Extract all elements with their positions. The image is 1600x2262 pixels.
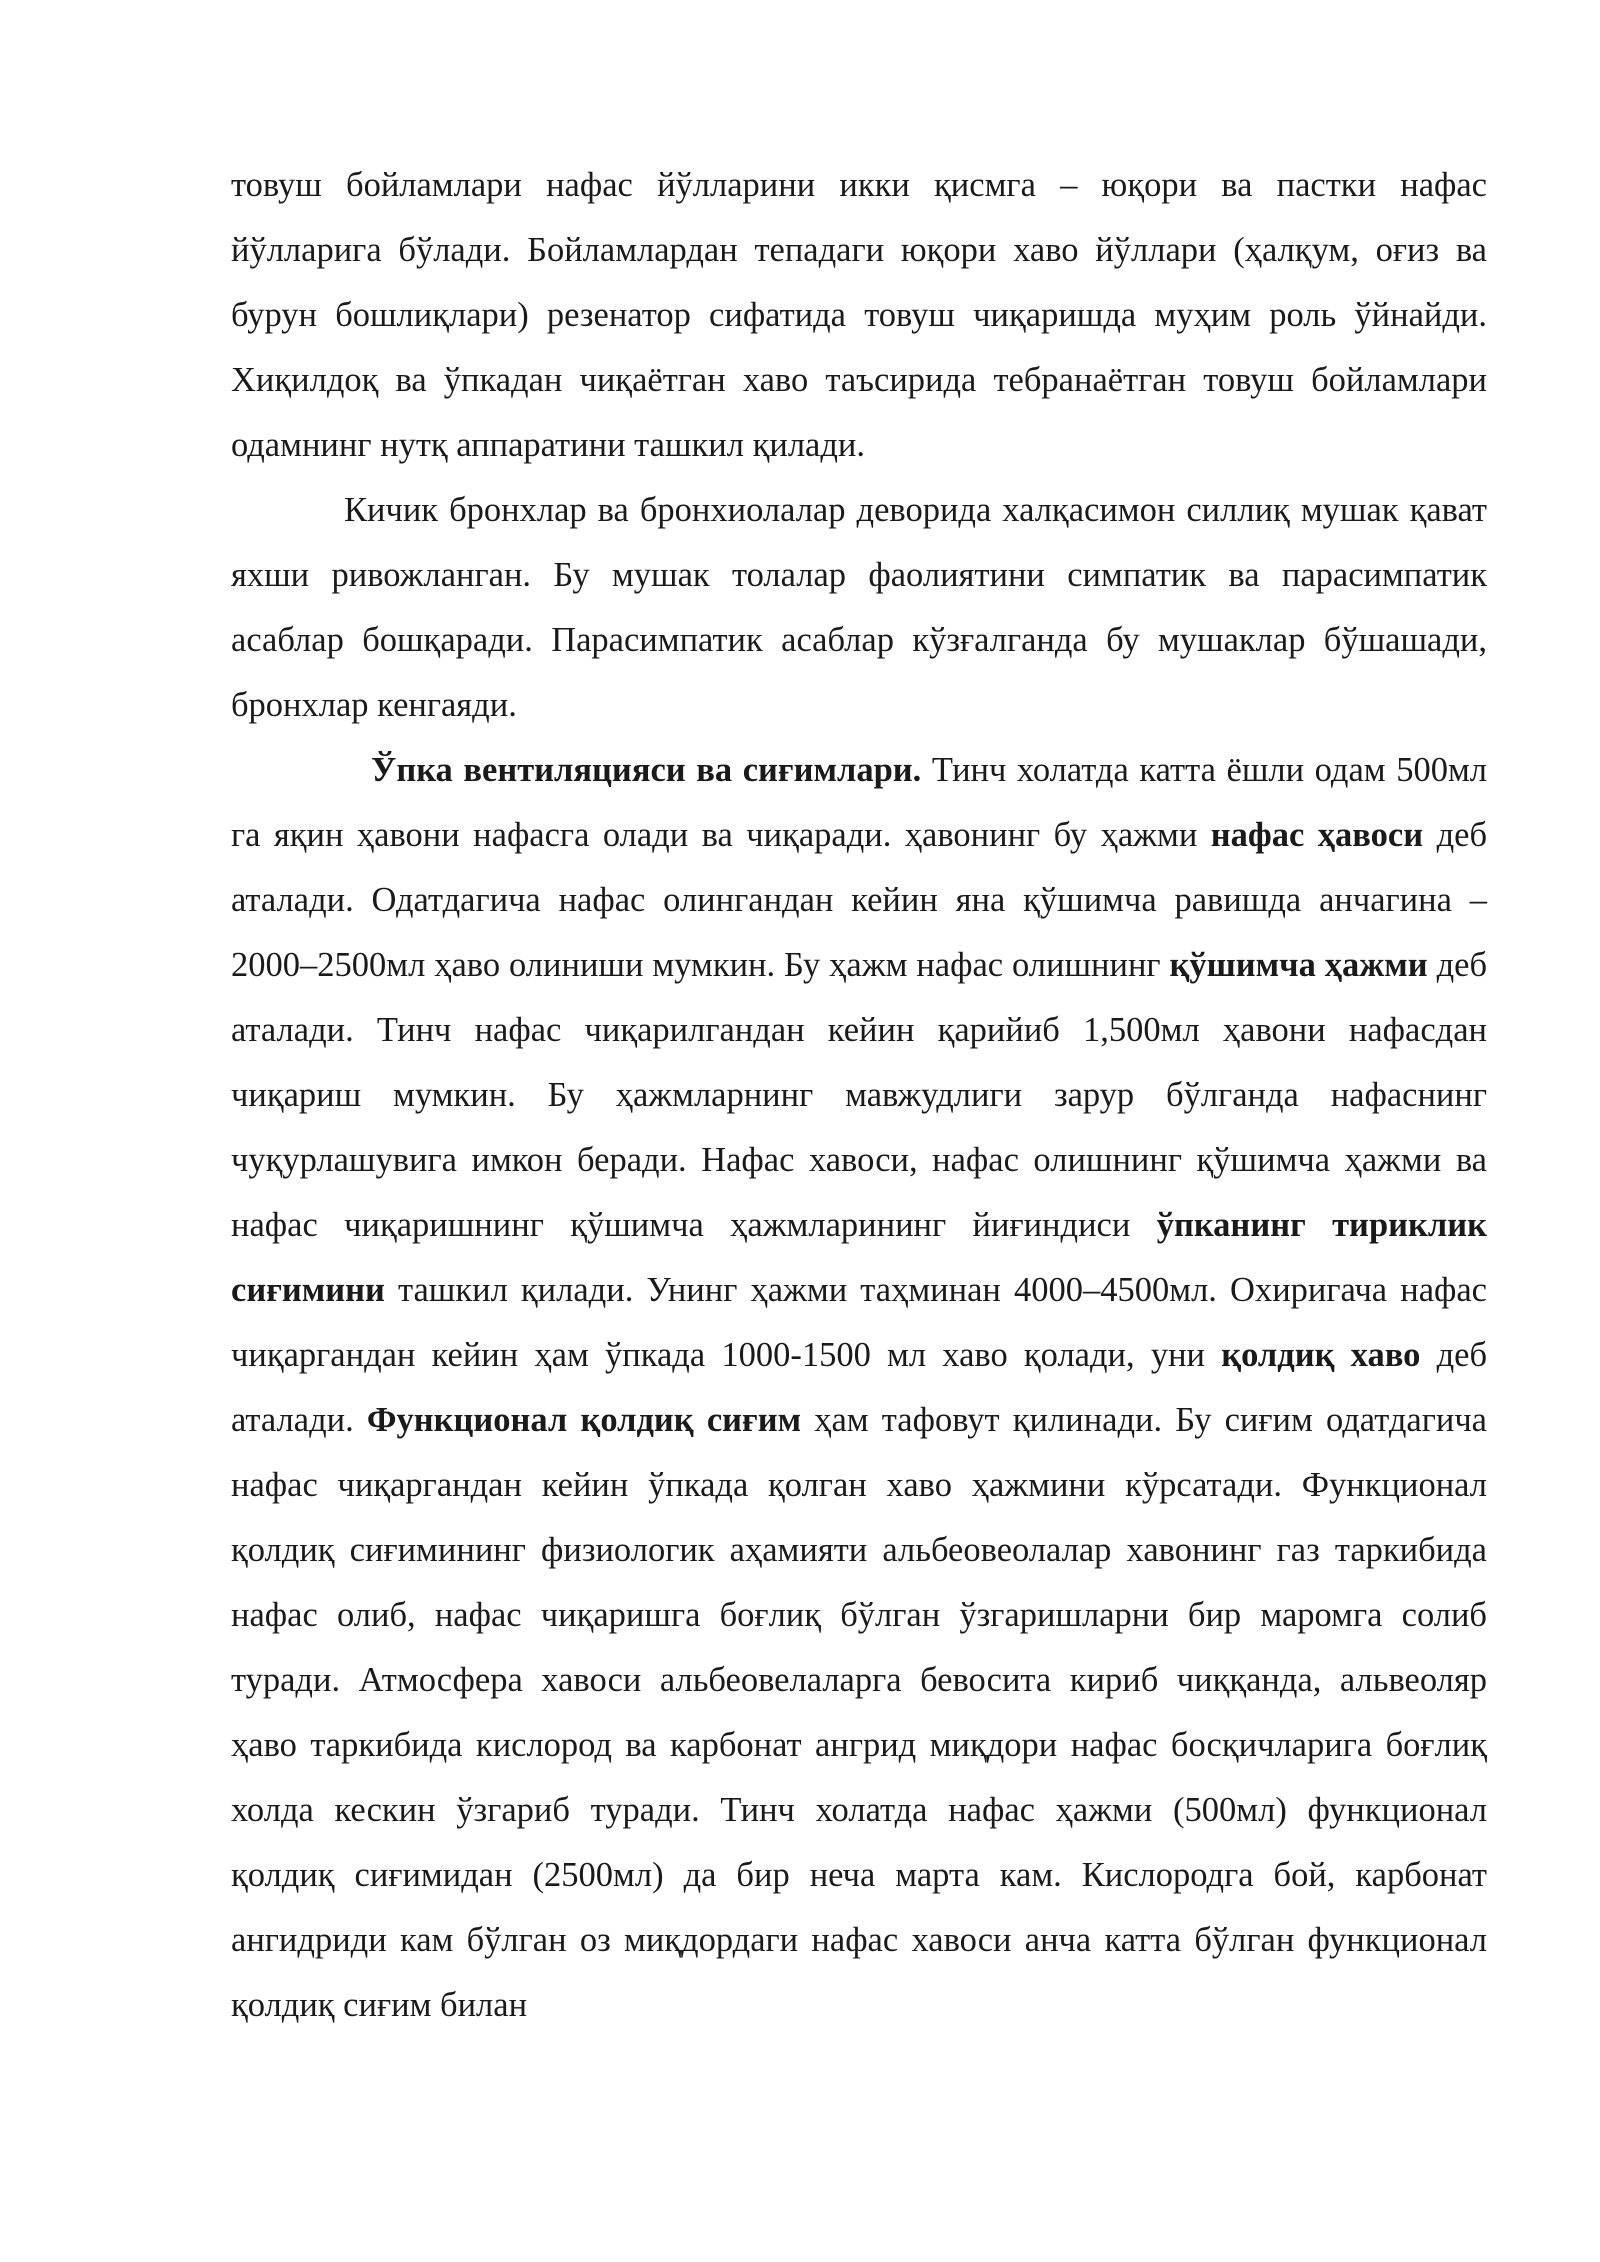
term-tidal-air: нафас ҳавоси xyxy=(1210,816,1424,854)
paragraph-text: деб аталади. Одатдагича нафас олингандан кейин яна қўшимча равишда анчагина – 2000–2500мл ҳаво олиниши мумкин. Бу ҳажм нафас олишнинг xyxy=(231,816,1488,984)
paragraph-text: Кичик бронхлар ва бронхиолалар деворида халқасимон силлиқ мушак қават яхши ривожланган. Бу мушак толалар фаолиятини симпатик ва парасимпатик асаблар бошқаради. Парасимпатик асаблар кўзғалганда бу мушаклар бўшашади, бронхлар кенгаяди. xyxy=(231,491,1487,724)
paragraph-text: деб аталади. xyxy=(231,1336,1488,1439)
paragraph-text: товуш бойламлари нафас йўлларини икки қисмга – юқори ва пастки нафас йўлларига бўлади. Бойламлардан тепадаги юқори хаво йўллари (ҳалқум, оғиз ва бурун бошлиқлари) резенатор сифатида товуш чиқаришда муҳим роль ўйнайди. Хиқилдоқ ва ўпкадан чиқаётган хаво таъсирида тебранаётган товуш бойламлари одамнинг нутқ аппаратини ташкил қилади. xyxy=(231,166,1487,464)
term-inspiratory-reserve: қўшимча ҳажми xyxy=(1169,946,1428,984)
paragraph-text: деб аталади. Тинч нафас чиқарилгандан кейин қарийиб 1,500мл ҳавони нафасдан чиқариш мумкин. Бу ҳажмларнинг мавжудлиги зарур бўлганда нафаснинг чуқурлашувига имкон беради. Нафас хавоси, нафас олишнинг қўшимча ҳажми ва нафас чиқаришнинг қўшимча ҳажмларининг йиғиндиси xyxy=(231,946,1487,1244)
term-functional-residual-capacity: Функционал қолдиқ сиғим xyxy=(366,1401,802,1439)
section-heading: Ўпка вентиляцияси ва сиғимлари. xyxy=(371,751,922,789)
term-residual-air: қолдиқ хаво xyxy=(1221,1336,1421,1374)
paragraph-text: ҳам тафовут қилинади. Бу сиғим одатдагича нафас чиқаргандан кейин ўпкада қолган хаво ҳажмини кўрсатади. Функционал қолдиқ сиғимининг физиологик аҳамияти альбеовеолалар хавонинг газ таркибида нафас олиб, нафас чиқаришга боғлиқ бўлган ўзгаришларни бир маромга солиб туради. Атмосфера хавоси альбеовелаларга бевосита кириб чиққанда, альвеоляр ҳаво таркибида кислород ва карбонат ангрид миқдори нафас босқичларига боғлиқ холда кескин ўзгариб туради. Тинч холатда нафас ҳажми (500мл) функционал қолдиқ сиғимидан (2500мл) да бир неча марта кам. Кислородга бой, карбонат ангидриди кам бўлган оз миқдордаги нафас хавоси анча катта бўлган функционал қолдиқ сиғим билан xyxy=(231,1401,1487,2024)
paragraph-text: Тинч холатда катта ёшли одам 500мл га яқин ҳавони нафасга олади ва чиқаради. ҳавонинг бу ҳажми xyxy=(231,751,1487,854)
paragraph-text: ташкил қилади. Унинг ҳажми таҳминан 4000–4500мл. Охиригача нафас чиқаргандан кейин ҳам ўпкада 1000-1500 мл хаво қолади, уни xyxy=(231,1271,1487,1374)
paragraph-lung-ventilation xyxy=(231,738,1487,2038)
paragraph-bronchi xyxy=(231,478,1487,738)
term-vital-capacity: ўпканинг тириклик сиғимини xyxy=(231,1206,1487,1309)
paragraph-voice-cords xyxy=(231,153,1487,478)
